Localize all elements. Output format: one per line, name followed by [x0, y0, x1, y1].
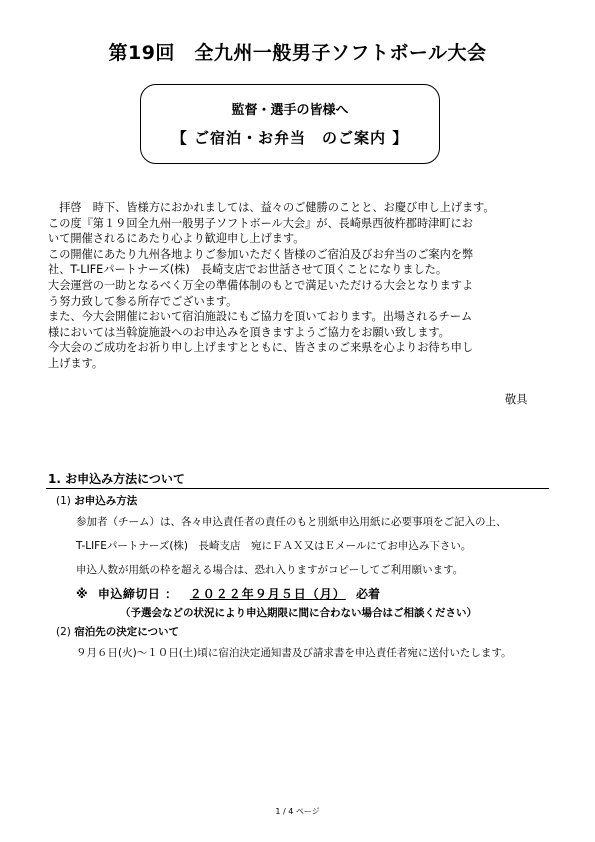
- deadline-suffix: 必着: [355, 587, 380, 601]
- note-mark: ※: [76, 587, 88, 601]
- greeting-letter: [48, 200, 548, 372]
- notice-box: [140, 84, 440, 164]
- application-instruction: 参加者（チーム）は、各々申込責任者の責任のもと別紙申込用紙に必要事項をご記入の上、: [76, 516, 507, 528]
- letter-line: 社、T-LIFEパートナーズ(株) 長崎支店でお世話させて頂くことになりました。: [48, 263, 448, 277]
- document-title: 第19回 全九州一般男子ソフトボール大会: [108, 42, 487, 64]
- subsection-heading-application-method: [56, 493, 137, 508]
- letter-line: 様においては当斡旋施設へのお申込みを頂きますようご協力をお願い致します。: [48, 325, 450, 339]
- notice-audience: 監督・選手の皆様へ: [231, 103, 349, 118]
- application-destination: T-LIFEパートナーズ(株) 長崎支店 宛にＦＡＸ又はＥメールにてお申込み下さい。: [76, 540, 472, 552]
- subsection-title: お申込み方法: [74, 495, 138, 507]
- subsection-title: 宿泊先の決定について: [74, 626, 180, 638]
- letter-line: いて開催されるにあたり心より歓迎申し上げます。: [48, 232, 305, 246]
- letter-line: 拝啓 時下、皆様方におかれましては、益々のご健勝のことと、お慶び申し上げます。: [48, 201, 495, 214]
- consult-note: （予選会などの状況により申込期限に間に合わない場合はご相談ください）: [120, 607, 477, 619]
- deadline-date: ２０２２年９月５日（月）: [189, 587, 346, 601]
- letter-line: 今大会のご成功をお祈り申し上げますとともに、皆さまのご来県を心よりお待ち申し: [48, 341, 474, 355]
- letter-line: この開催にあたり九州各地よりご参加いただく皆様のご宿泊及びお弁当のご案内を弊: [48, 247, 474, 261]
- letter-closing: 敬具: [505, 393, 528, 406]
- page-number: 1 / 4 ページ: [275, 807, 320, 816]
- section-divider: [46, 488, 549, 489]
- deadline-label: 申込締切日 ：: [97, 587, 178, 601]
- subsection-number: (1): [56, 495, 71, 507]
- letter-line: 大会運営の一助となるべく万全の準備体制のもとで満足いただける大会となりますよ: [48, 278, 474, 292]
- letter-line: う努力致して参る所存でございます。: [48, 294, 238, 308]
- letter-line: 上げます。: [48, 356, 104, 370]
- subsection-heading-lodging-decision: [56, 624, 179, 639]
- letter-line: また、今大会開催において宿泊施設にもご協力を頂いております。出場されるチーム: [48, 310, 473, 324]
- letter-line: この度『第１９回全九州一般男子ソフトボール大会』が、長崎県西彼杵郡時津町にお: [48, 216, 473, 230]
- application-overflow-note: 申込人数が用紙の枠を超える場合は、恐れ入りますがコピーしてご利用願います。: [76, 564, 464, 576]
- deadline-line: [76, 585, 380, 602]
- notice-subject: 【 ご宿泊・お弁当 のご案内 】: [171, 129, 409, 147]
- subsection-number: (2): [56, 626, 71, 638]
- lodging-notification: ９月６日(火)～１０日(土)頃に宿泊決定通知書及び請求書を申込責任者宛に送付いたします。: [76, 647, 512, 659]
- section-heading: 1. お申込み方法について: [48, 472, 185, 486]
